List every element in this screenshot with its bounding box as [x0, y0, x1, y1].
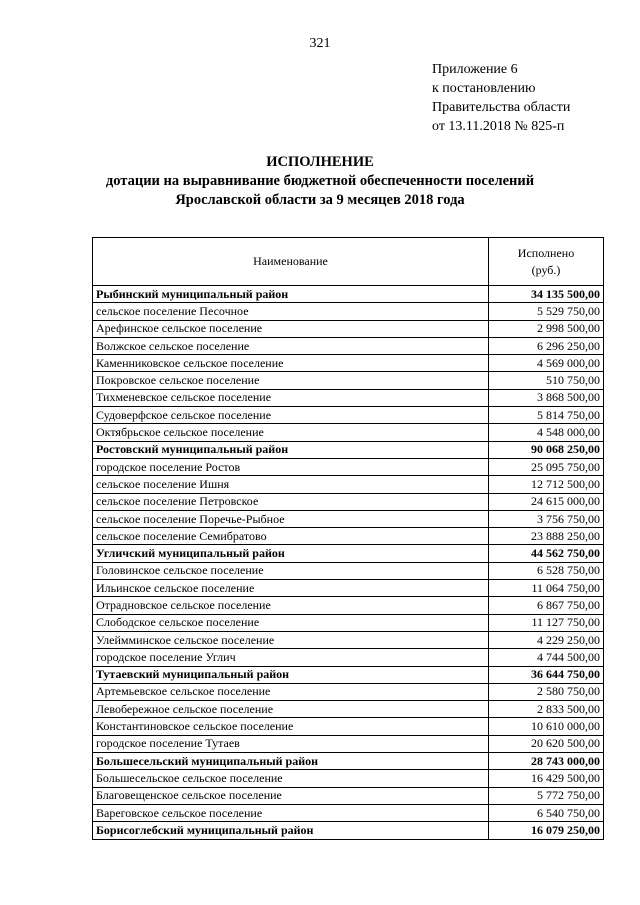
district-row — [93, 753, 604, 770]
table-row — [93, 303, 604, 320]
header-value — [489, 238, 604, 286]
row-name: Каменниковское сельское поселение — [93, 355, 489, 372]
row-value: 2 833 500,00 — [489, 701, 604, 718]
table-row — [93, 476, 604, 493]
row-name: Борисоглебский муниципальный район — [93, 822, 489, 839]
table-row — [93, 458, 604, 475]
row-name: Рыбинский муниципальный район — [93, 286, 489, 303]
row-name: сельское поселение Поречье-Рыбное — [93, 510, 489, 527]
table-row — [93, 528, 604, 545]
row-name: Тутаевский муниципальный район — [93, 666, 489, 683]
table-row — [93, 510, 604, 527]
table-row — [93, 787, 604, 804]
row-value: 23 888 250,00 — [489, 528, 604, 545]
row-name: Волжское сельское поселение — [93, 337, 489, 354]
table-row — [93, 718, 604, 735]
appendix-block — [432, 60, 570, 136]
row-value: 11 064 750,00 — [489, 580, 604, 597]
table-row — [93, 580, 604, 597]
row-value: 4 229 250,00 — [489, 631, 604, 648]
table-row — [93, 389, 604, 406]
table-row — [93, 770, 604, 787]
table-row — [93, 649, 604, 666]
row-name: Вареговское сельское поселение — [93, 804, 489, 821]
row-value: 4 569 000,00 — [489, 355, 604, 372]
row-name: Ростовский муниципальный район — [93, 441, 489, 458]
row-name: Отрадновское сельское поселение — [93, 597, 489, 614]
title-line-2: дотации на выравнивание бюджетной обеспеченности поселений — [105, 173, 535, 189]
header-value-line-2: (руб.) — [531, 262, 561, 277]
table-row — [93, 562, 604, 579]
table-row — [93, 683, 604, 700]
row-name: сельское поселение Ишня — [93, 476, 489, 493]
header-name: Наименование — [93, 238, 489, 286]
district-row — [93, 822, 604, 839]
row-value: 6 867 750,00 — [489, 597, 604, 614]
row-name: сельское поселение Семибратово — [93, 528, 489, 545]
row-value: 6 528 750,00 — [489, 562, 604, 579]
row-name: Головинское сельское поселение — [93, 562, 489, 579]
table-row — [93, 735, 604, 752]
appendix-line-3: Правительства области — [432, 100, 571, 115]
row-value: 5 814 750,00 — [489, 407, 604, 424]
row-value: 28 743 000,00 — [489, 753, 604, 770]
table-row — [93, 701, 604, 718]
table-body — [93, 286, 604, 840]
row-value: 34 135 500,00 — [489, 286, 604, 303]
row-value: 6 540 750,00 — [489, 804, 604, 821]
table-header-row — [93, 238, 604, 286]
row-value: 5 772 750,00 — [489, 787, 604, 804]
row-value: 510 750,00 — [489, 372, 604, 389]
table-row — [93, 337, 604, 354]
table-row — [93, 320, 604, 337]
row-value: 4 744 500,00 — [489, 649, 604, 666]
district-row — [93, 666, 604, 683]
table-row — [93, 597, 604, 614]
row-value: 3 868 500,00 — [489, 389, 604, 406]
appendix-line-4: от 13.11.2018 № 825-п — [432, 119, 565, 134]
table-row — [93, 493, 604, 510]
table-row — [93, 407, 604, 424]
row-value: 10 610 000,00 — [489, 718, 604, 735]
row-value: 12 712 500,00 — [489, 476, 604, 493]
row-value: 6 296 250,00 — [489, 337, 604, 354]
row-name: городское поселение Углич — [93, 649, 489, 666]
row-value: 44 562 750,00 — [489, 545, 604, 562]
row-value: 25 095 750,00 — [489, 458, 604, 475]
row-value: 24 615 000,00 — [489, 493, 604, 510]
row-value: 16 079 250,00 — [489, 822, 604, 839]
row-name: городское поселение Тутаев — [93, 735, 489, 752]
title-line-1: ИСПОЛНЕНИЕ — [266, 154, 374, 170]
row-value: 90 068 250,00 — [489, 441, 604, 458]
table-row — [93, 355, 604, 372]
row-value: 5 529 750,00 — [489, 303, 604, 320]
row-name: Арефинское сельское поселение — [93, 320, 489, 337]
row-name: Артемьевское сельское поселение — [93, 683, 489, 700]
row-name: Покровское сельское поселение — [93, 372, 489, 389]
row-value: 3 756 750,00 — [489, 510, 604, 527]
district-row — [93, 286, 604, 303]
row-name: Большесельское сельское поселение — [93, 770, 489, 787]
header-value-line-1: Исполнено — [517, 245, 575, 260]
row-name: Судоверфское сельское поселение — [93, 407, 489, 424]
row-name: сельское поселение Петровское — [93, 493, 489, 510]
table-row — [93, 372, 604, 389]
row-name: Благовещенское сельское поселение — [93, 787, 489, 804]
row-name: Улеймминское сельское поселение — [93, 631, 489, 648]
title-line-3: Ярославской области за 9 месяцев 2018 года — [175, 192, 465, 208]
table-row — [93, 804, 604, 821]
row-value: 16 429 500,00 — [489, 770, 604, 787]
row-name: городское поселение Ростов — [93, 458, 489, 475]
table-row — [93, 631, 604, 648]
report-table — [92, 237, 604, 840]
row-name: Слободское сельское поселение — [93, 614, 489, 631]
row-name: Тихменевское сельское поселение — [93, 389, 489, 406]
table-row — [93, 614, 604, 631]
row-value: 2 580 750,00 — [489, 683, 604, 700]
page-number: 321 — [309, 36, 331, 51]
document-title — [0, 153, 640, 210]
row-name: сельское поселение Песочное — [93, 303, 489, 320]
row-name: Ильинское сельское поселение — [93, 580, 489, 597]
row-value: 2 998 500,00 — [489, 320, 604, 337]
district-row — [93, 441, 604, 458]
appendix-line-2: к постановлению — [432, 81, 536, 96]
row-name: Левобережное сельское поселение — [93, 701, 489, 718]
row-value: 36 644 750,00 — [489, 666, 604, 683]
row-name: Октябрьское сельское поселение — [93, 424, 489, 441]
row-name: Большесельский муниципальный район — [93, 753, 489, 770]
row-value: 11 127 750,00 — [489, 614, 604, 631]
table-row — [93, 424, 604, 441]
row-name: Угличский муниципальный район — [93, 545, 489, 562]
row-value: 4 548 000,00 — [489, 424, 604, 441]
appendix-line-1: Приложение 6 — [432, 62, 518, 77]
row-value: 20 620 500,00 — [489, 735, 604, 752]
district-row — [93, 545, 604, 562]
row-name: Константиновское сельское поселение — [93, 718, 489, 735]
report-table-container — [92, 237, 604, 840]
